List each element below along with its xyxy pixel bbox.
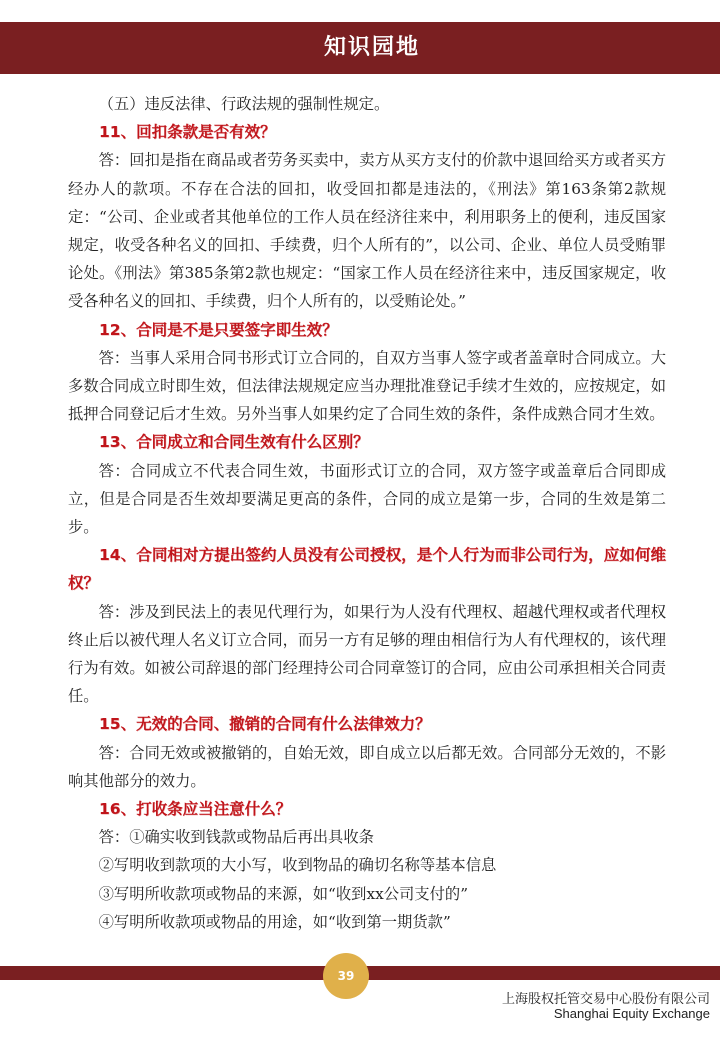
answer-16-item: ②写明收到款项的大小写，收到物品的确切名称等基本信息 (98, 856, 497, 875)
answer-12: 答：当事人采用合同书形式订立合同的，自双方当事人签字或者盖章时合同成立。大多数合同成立时即生效，但法律法规规定应当办理批准登记手续才生效的，应按规定，如抵押合同登记后才生效。另外当事人如果约定了合同生效的条件，条件成熟合同才生效。 (68, 348, 666, 424)
question-16: 16、打收条应当注意什么？ (99, 800, 292, 819)
organization-name-en: Shanghai Equity Exchange (553, 1006, 710, 1021)
answer-15: 答：合同无效或被撤销的，自始无效，即自成立以后都无效。合同部分无效的，不影响其他部分的效力。 (68, 743, 666, 790)
question-13: 13、合同成立和合同生效有什么区别？ (99, 433, 369, 452)
page-title: 知识园地 (323, 35, 420, 60)
answer-16-item: ③写明所收款项或物品的来源，如“收到xx公司支付的” (98, 884, 469, 903)
question-14: 14、合同相对方提出签约人员没有公司授权，是个人行为而非公司行为，应如何维权？ (68, 546, 666, 593)
question-15: 15、无效的合同、撤销的合同有什么法律效力？ (99, 715, 431, 734)
answer-14: 答：涉及到民法上的表见代理行为，如果行为人没有代理权、超越代理权或者代理权终止后以被代理人名义订立合同，而另一方有足够的理由相信行为人有代理权的，该代理行为有效。如被公司辞退的部门经理持公司合同章签订的合同，应由公司承担相关合同责任。 (68, 602, 666, 706)
header-band (0, 22, 720, 74)
intro-line: （五）违反法律、行政法规的强制性规定。 (98, 95, 390, 113)
answer-13: 答：合同成立不代表合同生效，书面形式订立的合同，双方签字或盖章后合同即成立，但是合同是否生效却要满足更高的条件，合同的成立是第一步，合同的生效是第二步。 (68, 461, 666, 537)
question-12: 12、合同是不是只要签字即生效？ (99, 320, 338, 339)
organization-name-cn: 上海股权托管交易中心股份有限公司 (501, 992, 710, 1007)
document-body (68, 90, 666, 936)
answer-16-item: 答：①确实收到钱款或物品后再出具收条 (98, 828, 374, 847)
question-11: 11、回扣条款是否有效？ (99, 123, 276, 142)
page-number: 39 (323, 953, 369, 999)
answer-11: 答：回扣是指在商品或者劳务买卖中，卖方从买方支付的价款中退回给买方或者买方经办人的款项。不存在合法的回扣，收受回扣都是违法的，《刑法》第163条第2款规定：“公司、企业或者其他单位的工作人员在经济往来中，利用职务上的便利，违反国家规定，收受各种名义的回扣、手续费，归个人所有的”，以公司、企业、单位人员受贿罪论处。《刑法》第385条第2款也规定：“国家工作人员在经济往来中，违反国家规定，收受各种名义的回扣、手续费，归个人所有的，以受贿论处。” (68, 151, 666, 311)
answer-16-item: ④写明所收款项或物品的用途，如“收到第一期货款” (98, 912, 451, 931)
